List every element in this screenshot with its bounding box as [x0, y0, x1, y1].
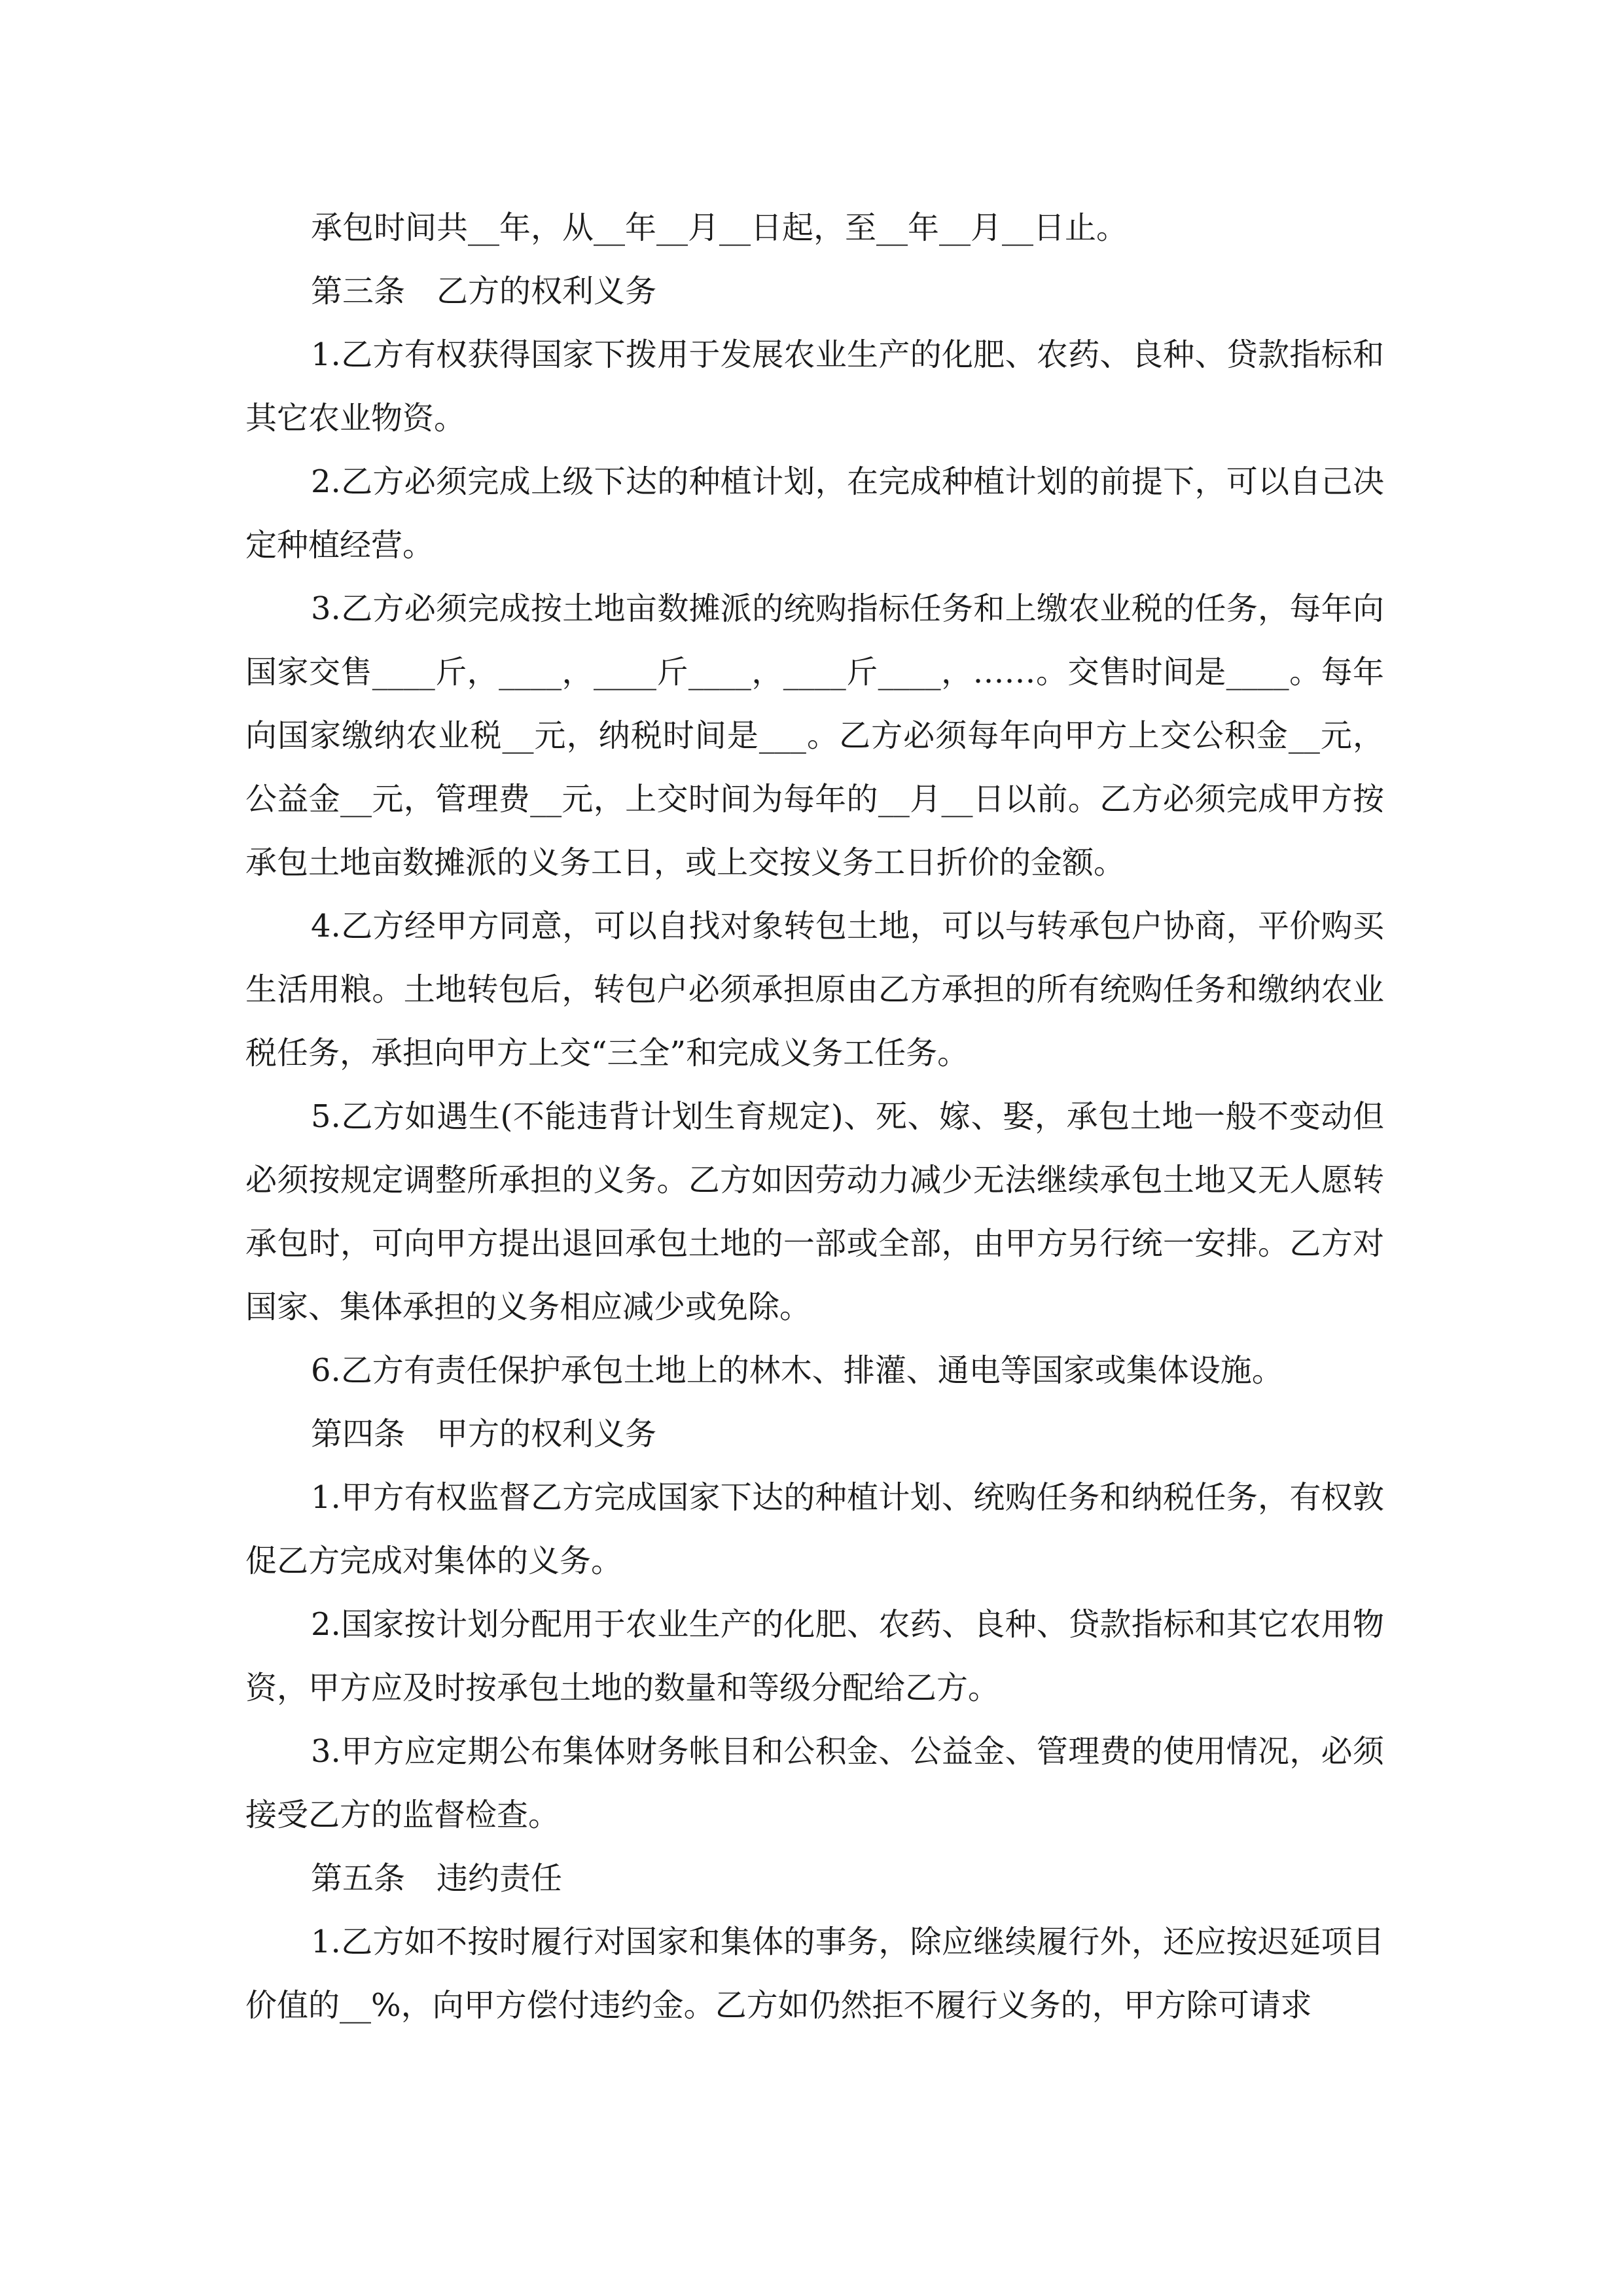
paragraph-contract-term: 承包时间共__年，从__年__月__日起，至__年__月__日止。 [311, 209, 1128, 246]
article-3-item-3: 3.乙方必须完成按土地亩数摊派的统购指标任务和上缴农业税的任务，每年向国家交售____斤，____，____斤____，____斤____，……。交售时间是____。每年向国家缴纳农业税__元，纳税时间是___。乙方必须每年向甲方上交公积金__元，公益金__元，管理费__元，上交时间为每年的__月__日以前。乙方必须完成甲方按承包土地亩数摊派的义务工日，或上交按义务工日折价的金额。 [245, 590, 1384, 881]
article-5-item-1: 1.乙方如不按时履行对国家和集体的事务，除应继续履行外，还应按迟延项目价值的__%，向甲方偿付违约金。乙方如仍然拒不履行义务的，甲方除可请求 [245, 1924, 1384, 2024]
article-4-item-2: 2.国家按计划分配用于农业生产的化肥、农药、良种、贷款指标和其它农用物资，甲方应及时按承包土地的数量和等级分配给乙方。 [245, 1606, 1384, 1706]
article-5-heading: 第五条 违约责任 [311, 1860, 563, 1897]
article-3-item-4: 4.乙方经甲方同意，可以自找对象转包土地，可以与转承包户协商，平价购买生活用粮。土地转包后，转包户必须承担原由乙方承担的所有统购任务和缴纳农业税任务，承担向甲方上交“三全”和完成义务工任务。 [245, 908, 1384, 1071]
article-4-item-3: 3.甲方应定期公布集体财务帐目和公积金、公益金、管理费的使用情况，必须接受乙方的监督检查。 [245, 1733, 1384, 1833]
article-4-heading: 第四条 甲方的权利义务 [311, 1416, 657, 1452]
article-3-heading: 第三条 乙方的权利义务 [311, 273, 657, 310]
article-3-item-6: 6.乙方有责任保护承包土地上的林木、排灌、通电等国家或集体设施。 [311, 1352, 1283, 1389]
article-3-item-5: 5.乙方如遇生(不能违背计划生育规定)、死、嫁、娶，承包土地一般不变动但必须按规定调整所承担的义务。乙方如因劳动力减少无法继续承包土地又无人愿转承包时，可向甲方提出退回承包土地的一部或全部，由甲方另行统一安排。乙方对国家、集体承担的义务相应减少或免除。 [245, 1098, 1384, 1325]
document-body [245, 196, 1384, 2037]
article-4-item-1: 1.甲方有权监督乙方完成国家下达的种植计划、统购任务和纳税任务，有权敦促乙方完成对集体的义务。 [245, 1479, 1384, 1579]
article-3-item-1: 1.乙方有权获得国家下拨用于发展农业生产的化肥、农药、良种、贷款指标和其它农业物资。 [245, 336, 1384, 437]
article-3-item-2: 2.乙方必须完成上级下达的种植计划，在完成种植计划的前提下，可以自己决定种植经营。 [245, 463, 1384, 564]
